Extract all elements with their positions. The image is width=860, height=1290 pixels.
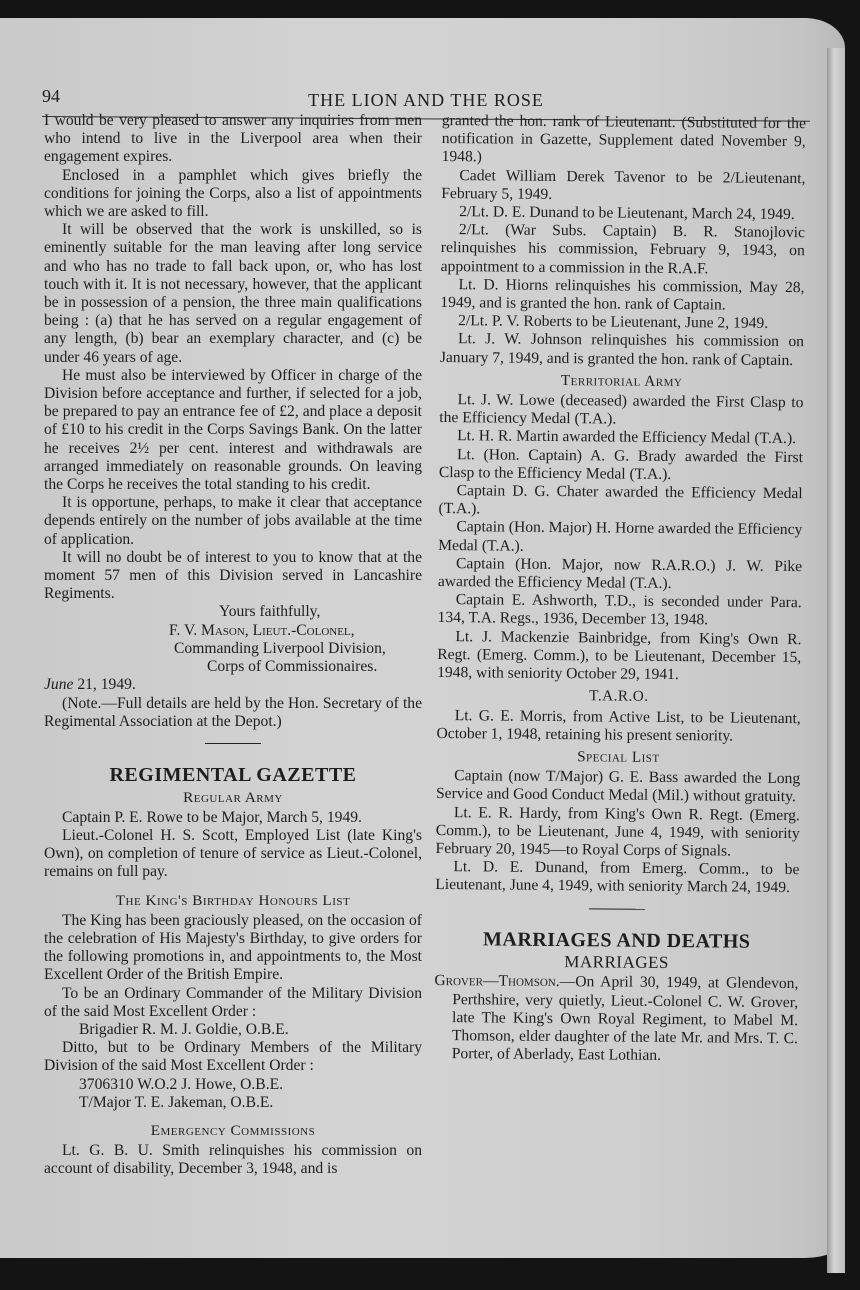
running-title: THE LION AND THE ROSE: [308, 90, 544, 110]
letter-paragraph: Enclosed in a pamphlet which gives briefly the conditions for joining the Corps, also a list of appointments which we are asked to fill.: [44, 166, 422, 221]
gazette-item: Lieut.-Colonel H. S. Scott, Employed List (late King's Own), on completion of tenure of service as Lieut.-Colonel, remains on full pay.: [44, 827, 422, 881]
marriage-entry: [434, 972, 799, 1066]
emergency-heading: Emergency Commissions: [150, 1122, 316, 1140]
regular-army-heading: Regular Army: [183, 788, 283, 806]
date-month: June: [44, 676, 74, 694]
letter-paragraph: I would be very pleased to answer any inquiries from men who intend to live in the Liverpool area when their engagement expires.: [44, 112, 422, 166]
gazette-item: Lt. H. R. Martin awarded the Efficiency Medal (T.A.).: [457, 427, 797, 448]
gazette-item: Lt. D. E. Dunand, from Emerg. Comm., to be Lieutenant, June 4, 1949, with seniority March 24, 1949.: [435, 858, 800, 897]
signature-name: F. V. Mason, Lieut.-Colonel,: [169, 621, 355, 639]
page-edge: [827, 48, 845, 1273]
marriages-heading: MARRIAGES: [564, 952, 669, 973]
letter-date: [44, 676, 422, 694]
honours-name: 3706310 W.O.2 J. Howe, O.B.E.: [79, 1075, 284, 1093]
honours-name: Brigadier R. M. J. Goldie, O.B.E.: [79, 1021, 289, 1039]
gazette-item: 2/Lt. (War Subs. Captain) B. R. Stanojlovic relinquishes his commission, February 9, 1943, on appointment to a commission in the R.A.F.: [440, 221, 806, 277]
signature-org: Corps of Commissionaires.: [207, 658, 378, 676]
gazette-item: Captain (Hon. Major) H. Horne awarded the Efficiency Medal (T.A.).: [438, 518, 803, 555]
section-divider: [589, 908, 645, 910]
gazette-item: Lt. J. W. Johnson relinquishes his commission on January 7, 1949, and is granted the hon. rank of Captain.: [439, 330, 805, 369]
marriages-deaths-title: MARRIAGES AND DEATHS: [482, 928, 751, 953]
gazette-item: Lt. G. B. U. Smith relinquishes his commission on account of disability, December 3, 1948, and is: [44, 1142, 422, 1178]
gazette-item: Captain (Hon. Major, now R.A.R.O.) J. W. Pike awarded the Efficiency Medal (T.A.).: [437, 555, 803, 593]
date-rest: 21, 1949.: [73, 676, 136, 694]
letter-paragraph: It will be observed that the work is unskilled, so is eminently suitable for the man leaving after long service and who has no trade to fall back upon, or, who has lost touch with it. It is not necessary, however, that the applicant be in possession of a pension, the three main qualifications being : (a) that he has served on a regular engagement of any length, (b) bear an exemplary character, and (c) be under 46 years of age.: [44, 221, 422, 366]
gazette-item: Cadet William Derek Tavenor to be 2/Lieutenant, February 5, 1949.: [441, 166, 806, 203]
gazette-item: Lt. G. E. Morris, from Active List, to be Lieutenant, October 1, 1948, retaining his present seniority.: [436, 706, 801, 745]
special-list-heading: Special List: [577, 748, 660, 766]
letter-paragraph: It will no doubt be of interest to you to know that at the moment 57 men of this Division served in Lancashire Regiments.: [44, 548, 422, 603]
editor-note: (Note.—Full details are held by the Hon. Secretary of the Regimental Association at the Depot.): [44, 694, 422, 730]
gazette-item: 2/Lt. D. E. Dunand to be Lieutenant, March 24, 1949.: [459, 203, 795, 224]
marriage-text: —On April 30, 1949, at Glendevon, Perthshire, very quietly, Lieut.-Colonel C. W. Grover, late The King's Own Royal Regiment, to Mabel M. Thomson, elder daughter of the late Mr. and Mrs. T. C. Porter, of Aberlady, East Lothian.: [451, 973, 799, 1065]
honours-name: T/Major T. E. Jakeman, O.B.E.: [79, 1093, 274, 1111]
left-column: [44, 112, 422, 1179]
gazette-item: Captain (now T/Major) G. E. Bass awarded the Long Service and Good Conduct Medal (Mil.) without gratuity.: [435, 767, 801, 806]
commander-intro: To be an Ordinary Commander of the Military Division of the said Most Excellent Order :: [44, 984, 422, 1020]
continuation-text: granted the hon. rank of Lieutenant. (Substituted for the notification in Gazette, Supplement dated November 9, 1948.): [441, 112, 806, 166]
territorial-heading: Territorial Army: [560, 371, 683, 390]
gazette-item: Captain E. Ashworth, T.D., is seconded under Para. 134, T.A. Regs., 1936, December 13, 1948.: [437, 591, 802, 629]
letter-paragraph: It is opportune, perhaps, to make it clear that acceptance depends entirely on the number of jobs available at the time of application.: [44, 494, 422, 548]
members-intro: Ditto, but to be Ordinary Members of the Military Division of the said Most Excellent Order :: [44, 1039, 422, 1075]
page-number: 94: [42, 86, 60, 106]
gazette-item: Lt. (Hon. Captain) A. G. Brady awarded the First Clasp to the Efficiency Medal (T.A.).: [438, 445, 804, 483]
honours-heading: The King's Birthday Honours List: [115, 891, 351, 909]
gazette-item: Lt. E. R. Hardy, from King's Own R. Regt. (Emerg. Comm.), to be Lieutenant, June 4, 1949, with seniority February 20, 1945—to Royal Corps of Signals.: [435, 803, 800, 860]
signature-role: Commanding Liverpool Division,: [174, 639, 386, 657]
signature-closing: Yours faithfully,: [219, 603, 321, 621]
letter-paragraph: He must also be interviewed by Officer in charge of the Division before acceptance and further, if selected for a job, be prepared to pay an entrance fee of £2, and place a deposit of £10 to his credit in the Corps Savings Bank. On the latter he receives 2½ per cent. interest and withdrawals are arranged immediately on reasonable grounds. On leaving the Corps he receives the total standing to his credit.: [44, 366, 422, 494]
section-divider: [205, 743, 261, 745]
gazette-item: Lt. J. Mackenzie Bainbridge, from King's Own R. Regt. (Emerg. Comm.), to be Lieutenant, December 15, 1948, with seniority October 29, 1941.: [437, 627, 802, 684]
gazette-title: REGIMENTAL GAZETTE: [109, 764, 357, 787]
gazette-item: Captain P. E. Rowe to be Major, March 5, 1949.: [62, 808, 362, 826]
right-column: [434, 112, 806, 1067]
gazette-item: Lt. D. Hiorns relinquishes his commission, May 28, 1949, and is granted the hon. rank of Captain.: [440, 275, 805, 314]
taro-heading: T.A.R.O.: [589, 687, 649, 706]
honours-intro: The King has been graciously pleased, on the occasion of the celebration of His Majesty's Birthday, to give orders for the following promotions in, and appointments to, the Most Excellent Order of the British Empire.: [44, 911, 422, 984]
gazette-item: Captain D. G. Chater awarded the Efficiency Medal (T.A.).: [438, 482, 803, 518]
gazette-item: 2/Lt. P. V. Roberts to be Lieutenant, June 2, 1949.: [458, 312, 769, 333]
gazette-item: Lt. J. W. Lowe (deceased) awarded the First Clasp to the Efficiency Medal (T.A.).: [439, 391, 804, 428]
marriage-names: Grover—Thomson.: [434, 972, 560, 991]
